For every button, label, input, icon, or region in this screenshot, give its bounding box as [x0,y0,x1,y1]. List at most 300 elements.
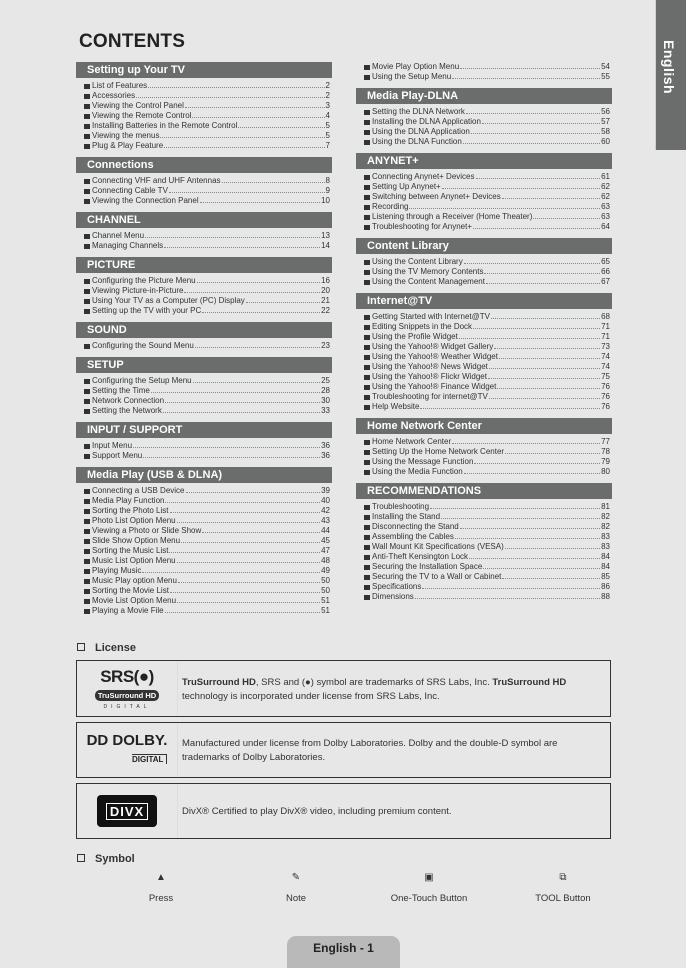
dot-leader [177,556,321,563]
toc-entry-label: Using the DLNA Application [372,127,470,136]
dot-leader [169,546,320,553]
toc-entry-page: 63 [601,202,610,211]
toc-entry-label: Using the Setup Menu [372,72,452,81]
dot-leader [502,572,600,579]
square-bullet-icon [364,315,370,320]
dot-leader [178,576,320,583]
dot-leader [164,141,324,148]
toc-entry[interactable] [356,572,612,582]
toc-entry-label: Using the Yahoo!® News Widget [372,362,488,371]
toc-entry-label: Input Menu [92,441,133,450]
toc-entry-page: 5 [325,131,330,140]
toc-entry-page: 51 [321,596,330,605]
toc-entry-label: Using the Yahoo!® Flickr Widget [372,372,487,381]
toc-entry[interactable] [76,91,332,101]
toc-entry-label: Recording [372,202,409,211]
toc-entry[interactable] [356,332,612,342]
dot-leader [151,386,320,393]
square-bullet-icon [364,385,370,390]
toc-entry-page: 83 [601,532,610,541]
toc-entry-label: Assembling the Cables [372,532,454,541]
toc-entry[interactable] [76,241,332,251]
toc-entry[interactable] [76,556,332,566]
toc-entry[interactable] [76,131,332,141]
toc-entry-label: Listening through a Receiver (Home Theater) [372,212,533,221]
toc-entry-label: Connecting Anynet+ Devices [372,172,475,181]
toc-entry-page: 67 [601,277,610,286]
toc-entry[interactable] [356,447,612,457]
toc-entry-label: Using the DLNA Function [372,137,462,146]
toc-entry[interactable] [356,562,612,572]
toc-entry-label: Home Network Center [372,437,452,446]
toc-entry-label: Connecting VHF and UHF Antennas [92,176,221,185]
toc-section-setup [76,357,332,416]
toc-entry[interactable] [76,596,332,606]
toc-left-column [76,62,332,622]
toc-entry-label: Using the Content Management [372,277,485,286]
toc-entry[interactable] [76,386,332,396]
toc-entry-label: Using the Yahoo!® Weather Widget [372,352,498,361]
toc-entry[interactable] [76,506,332,516]
tool-icon: ⧉ [559,872,567,883]
toc-entry-page: 71 [601,322,610,331]
toc-section-input-support [76,422,332,461]
section-heading: Content Library [356,238,612,254]
toc-section-picture [76,257,332,316]
square-bullet-icon [84,279,90,284]
square-bullet-icon [364,215,370,220]
section-heading: Home Network Center [356,418,612,434]
square-bullet-icon [364,575,370,580]
toc-entry[interactable] [76,406,332,416]
toc-entry[interactable] [356,202,612,212]
toc-entry[interactable] [356,192,612,202]
toc-entry-page: 84 [601,562,610,571]
toc-entry-label: Photo List Option Menu [92,516,176,525]
toc-entry[interactable] [356,437,612,447]
section-heading: ANYNET+ [356,153,612,169]
language-tab-label: English [661,40,677,95]
toc-entry[interactable] [356,552,612,562]
toc-entry-page: 55 [601,72,610,81]
dot-leader [497,382,600,389]
dot-leader [482,117,600,124]
toc-entry-label: Configuring the Sound Menu [92,341,194,350]
dot-leader [473,222,600,229]
toc-section-setting-up-your-tv [76,62,332,151]
square-bullet-icon [84,134,90,139]
square-bullet-icon [364,375,370,380]
square-bullet-icon [364,185,370,190]
toc-entry-page: 73 [601,342,610,351]
toc-entry-label: Viewing the Control Panel [92,101,184,110]
toc-entry-label: Using the Content Library [372,257,463,266]
toc-entry-page: 20 [321,286,330,295]
toc-entry[interactable] [76,286,332,296]
toc-entry[interactable] [76,276,332,286]
square-bullet-icon [84,609,90,614]
toc-entry[interactable] [356,107,612,117]
toc-entry[interactable] [356,392,612,402]
toc-entry-label: Movie Play Option Menu [372,62,460,71]
toc-entry-label: Specifications [372,582,422,591]
toc-entry[interactable] [76,496,332,506]
toc-entry[interactable] [356,212,612,222]
toc-entry-page: 81 [601,502,610,511]
toc-entry[interactable] [356,267,612,277]
toc-entry-page: 62 [601,182,610,191]
symbol-heading: Symbol [77,853,135,865]
toc-entry-page: 40 [321,496,330,505]
toc-entry-page: 60 [601,137,610,146]
dot-leader [195,341,320,348]
toc-entry[interactable] [356,457,612,467]
square-bullet-icon [84,244,90,249]
one-touch-icon: ▣ [424,872,434,883]
license-divx [76,783,611,839]
toc-entry[interactable] [356,522,612,532]
toc-entry-page: 22 [321,306,330,315]
toc-entry[interactable] [76,516,332,526]
toc-entry-page: 58 [601,127,610,136]
toc-entry[interactable] [76,196,332,206]
toc-entry[interactable] [356,222,612,232]
toc-entry-label: Connecting a USB Device [92,486,185,495]
toc-entry[interactable] [76,306,332,316]
dot-leader [193,376,320,383]
square-bullet-icon [84,519,90,524]
divx-license-text: DivX® Certified to play DivX® video, including premium content. [182,806,452,817]
dot-leader [409,202,600,209]
toc-entry[interactable] [356,277,612,287]
toc-entry[interactable] [356,582,612,592]
toc-entry-label: Channel Menu [92,231,145,240]
toc-entry-page: 64 [601,222,610,231]
toc-entry-page: 48 [321,556,330,565]
square-bullet-icon [364,325,370,330]
toc-entry-label: Accessories [92,91,136,100]
srs-license-text: TruSurround HD, SRS and (●) symbol are trademarks of SRS Labs, Inc. TruSurround HD technology is incorporated under license from SRS Labs, Inc. [182,677,567,702]
square-bullet-icon [84,499,90,504]
toc-section-content-library [356,238,612,287]
dot-leader [464,257,600,264]
dot-leader [181,536,320,543]
toc-entry-label: Music List Option Menu [92,556,176,565]
toc-entry[interactable] [356,62,612,72]
symbol-press: ▲ Press [101,872,221,904]
toc-entry-label: Anti-Theft Kensington Lock [372,552,469,561]
toc-entry[interactable] [76,121,332,131]
toc-entry[interactable] [76,111,332,121]
toc-entry-label: Slide Show Option Menu [92,536,181,545]
toc-entry[interactable] [76,536,332,546]
square-bullet-icon [84,509,90,514]
square-bullet-icon [364,65,370,70]
toc-entry[interactable] [76,441,332,451]
dot-leader [488,372,600,379]
toc-entry-page: 85 [601,572,610,581]
dot-leader [473,322,600,329]
toc-entry-label: Using the Media Function [372,467,463,476]
toc-entry[interactable] [76,341,332,351]
toc-entry[interactable] [356,182,612,192]
toc-entry-label: Installing the Stand [372,512,441,521]
toc-entry[interactable] [76,176,332,186]
toc-entry-page: 8 [325,176,330,185]
toc-entry[interactable] [356,172,612,182]
dot-leader [177,596,320,603]
dot-leader [505,447,600,454]
toc-entry-label: Network Connection [92,396,165,405]
toc-entry-page: 9 [325,186,330,195]
toc-entry[interactable] [76,606,332,616]
toc-entry[interactable] [76,81,332,91]
toc-entry-label: Switching between Anynet+ Devices [372,192,501,201]
toc-entry-label: Help Website [372,402,420,411]
dot-leader [476,172,601,179]
toc-entry-label: Setting the DLNA Network [372,107,465,116]
section-heading: INPUT / SUPPORT [76,422,332,438]
square-bullet-icon [364,175,370,180]
dot-leader [222,176,325,183]
symbol-legend [76,872,611,912]
toc-entry[interactable] [356,382,612,392]
toc-entry-page: 80 [601,467,610,476]
square-bullet-icon [84,409,90,414]
toc-entry[interactable] [76,186,332,196]
toc-entry-page: 36 [321,441,330,450]
toc-entry-page: 43 [321,516,330,525]
square-bullet-icon [364,75,370,80]
square-bullet-icon [84,549,90,554]
toc-entry-label: Sorting the Movie List [92,586,169,595]
dot-leader [148,81,324,88]
section-heading: SETUP [76,357,332,373]
square-bullet-icon [364,585,370,590]
toc-entry[interactable] [356,352,612,362]
toc-entry-label: Support Menu [92,451,143,460]
toc-entry-page: 14 [321,241,330,250]
square-bullet-icon [84,309,90,314]
dot-leader [430,502,600,509]
dot-leader [459,332,600,339]
square-bullet-icon [364,405,370,410]
section-heading: RECOMMENDATIONS [356,483,612,499]
toc-entry-page: 82 [601,522,610,531]
dot-leader [197,276,320,283]
square-bullet-icon [84,199,90,204]
toc-entry[interactable] [356,257,612,267]
square-bullet-icon [364,195,370,200]
toc-entry[interactable] [76,451,332,461]
toc-entry-label: Movie List Option Menu [92,596,177,605]
square-bullet-icon [364,545,370,550]
toc-entry-page: 63 [601,212,610,221]
toc-entry-label: Configuring the Setup Menu [92,376,192,385]
dot-leader [452,437,600,444]
square-bullet-icon [364,535,370,540]
dot-leader [170,586,320,593]
toc-section-continued [356,62,612,82]
symbol-one-touch: ▣ One-Touch Button [369,872,489,904]
square-bullet-icon [84,344,90,349]
toc-entry[interactable] [76,486,332,496]
toc-entry[interactable] [356,72,612,82]
dot-leader [469,552,600,559]
toc-entry-page: 7 [325,141,330,150]
toc-section-anynet [356,153,612,232]
toc-entry-page: 51 [321,606,330,615]
toc-entry-label: Troubleshooting [372,502,430,511]
license-srs [76,660,611,717]
section-heading: Setting up Your TV [76,62,332,78]
srs-logo: SRS(●) TruSurround HD DIGITAL [77,661,178,716]
toc-entry-label: Playing a Movie File [92,606,164,615]
toc-entry-label: Setting up the TV with your PC [92,306,202,315]
square-bullet-icon [364,225,370,230]
toc-entry[interactable] [76,526,332,536]
dot-leader [441,512,600,519]
square-bullet-icon [364,395,370,400]
square-bullet-icon [364,555,370,560]
toc-entry-page: 74 [601,362,610,371]
square-bullet-icon [364,470,370,475]
toc-entry[interactable] [76,576,332,586]
square-bullet-icon [84,579,90,584]
square-bullet-icon [84,529,90,534]
toc-entry-page: 36 [321,451,330,460]
square-bullet-icon [84,539,90,544]
square-bullet-icon [364,460,370,465]
toc-section-home-network-center [356,418,612,477]
toc-entry[interactable] [76,546,332,556]
square-bullet-icon [364,565,370,570]
square-bullet-icon [364,450,370,455]
dot-leader [486,277,600,284]
dot-leader [415,592,600,599]
toc-entry-page: 2 [325,91,330,100]
square-bullet-icon [364,205,370,210]
dot-leader [165,496,320,503]
dot-leader [494,342,600,349]
dot-leader [499,352,600,359]
toc-entry-page: 25 [321,376,330,385]
square-bullet-icon [364,110,370,115]
dot-leader [200,196,321,203]
dot-leader [160,131,324,138]
toc-entry[interactable] [356,312,612,322]
square-bullet-icon [84,144,90,149]
toc-entry-page: 3 [325,101,330,110]
toc-entry[interactable] [356,467,612,477]
toc-entry-page: 21 [321,296,330,305]
square-bullet-icon [364,515,370,520]
dot-leader [442,182,600,189]
toc-entry[interactable] [356,372,612,382]
toc-entry[interactable] [76,231,332,241]
square-bullet-icon [84,94,90,99]
toc-entry-page: 57 [601,117,610,126]
dot-leader [463,137,600,144]
toc-entry[interactable] [76,376,332,386]
toc-entry[interactable] [356,322,612,332]
toc-entry[interactable] [76,296,332,306]
square-bullet-icon [364,270,370,275]
toc-entry-page: 71 [601,332,610,341]
toc-entry[interactable] [76,101,332,111]
divx-logo: DIVX [77,784,178,838]
toc-entry[interactable] [76,396,332,406]
toc-entry-label: Using the TV Memory Contents [372,267,484,276]
toc-entry-label: Securing the Installation Space [372,562,483,571]
square-bullet-icon [84,599,90,604]
section-heading: Internet@TV [356,293,612,309]
section-heading: SOUND [76,322,332,338]
toc-entry-label: Playing Music [92,566,142,575]
square-bullet-icon [84,179,90,184]
square-bullet-icon [84,489,90,494]
toc-entry-label: Setting the Time [92,386,150,395]
toc-entry[interactable] [356,137,612,147]
toc-entry[interactable] [76,586,332,596]
toc-entry[interactable] [356,127,612,137]
toc-entry-page: 54 [601,62,610,71]
toc-entry-label: Viewing the Connection Panel [92,196,199,205]
toc-entry-label: Using the Yahoo!® Finance Widget [372,382,497,391]
toc-entry-label: Viewing Picture-in-Picture [92,286,184,295]
toc-entry[interactable] [356,342,612,352]
square-bullet-icon [84,559,90,564]
toc-entry-page: 77 [601,437,610,446]
dot-leader [460,62,600,69]
symbol-tool: ⧉ TOOL Button [503,872,623,904]
toc-entry-label: Using the Yahoo!® Widget Gallery [372,342,494,351]
dot-leader [184,286,320,293]
dot-leader [420,402,600,409]
toc-entry[interactable] [356,362,612,372]
toc-entry-label: Using Your TV as a Computer (PC) Display [92,296,245,305]
dot-leader [246,296,320,303]
square-bullet-icon [84,589,90,594]
toc-entry-label: Plug & Play Feature [92,141,164,150]
toc-entry[interactable] [356,542,612,552]
square-bullet-icon [84,189,90,194]
toc-entry[interactable] [356,532,612,542]
section-heading: PICTURE [76,257,332,273]
toc-entry-label: Connecting Cable TV [92,186,168,195]
toc-entry[interactable] [356,512,612,522]
toc-entry[interactable] [76,566,332,576]
toc-entry[interactable] [356,117,612,127]
toc-entry-label: Media Play Function [92,496,165,505]
toc-right-column [356,62,612,608]
toc-entry-page: 4 [325,111,330,120]
square-bullet-icon [84,444,90,449]
toc-entry-page: 74 [601,352,610,361]
square-bullet-icon [364,335,370,340]
dot-leader [192,111,324,118]
toc-entry-label: Disconnecting the Stand [372,522,459,531]
toc-entry[interactable] [76,141,332,151]
dot-leader [202,526,320,533]
toc-entry[interactable] [356,592,612,602]
dot-leader [185,101,325,108]
square-bullet-icon [364,120,370,125]
toc-entry[interactable] [356,402,612,412]
toc-entry-label: Installing the DLNA Application [372,117,481,126]
toc-entry[interactable] [356,502,612,512]
toc-entry-page: 44 [321,526,330,535]
